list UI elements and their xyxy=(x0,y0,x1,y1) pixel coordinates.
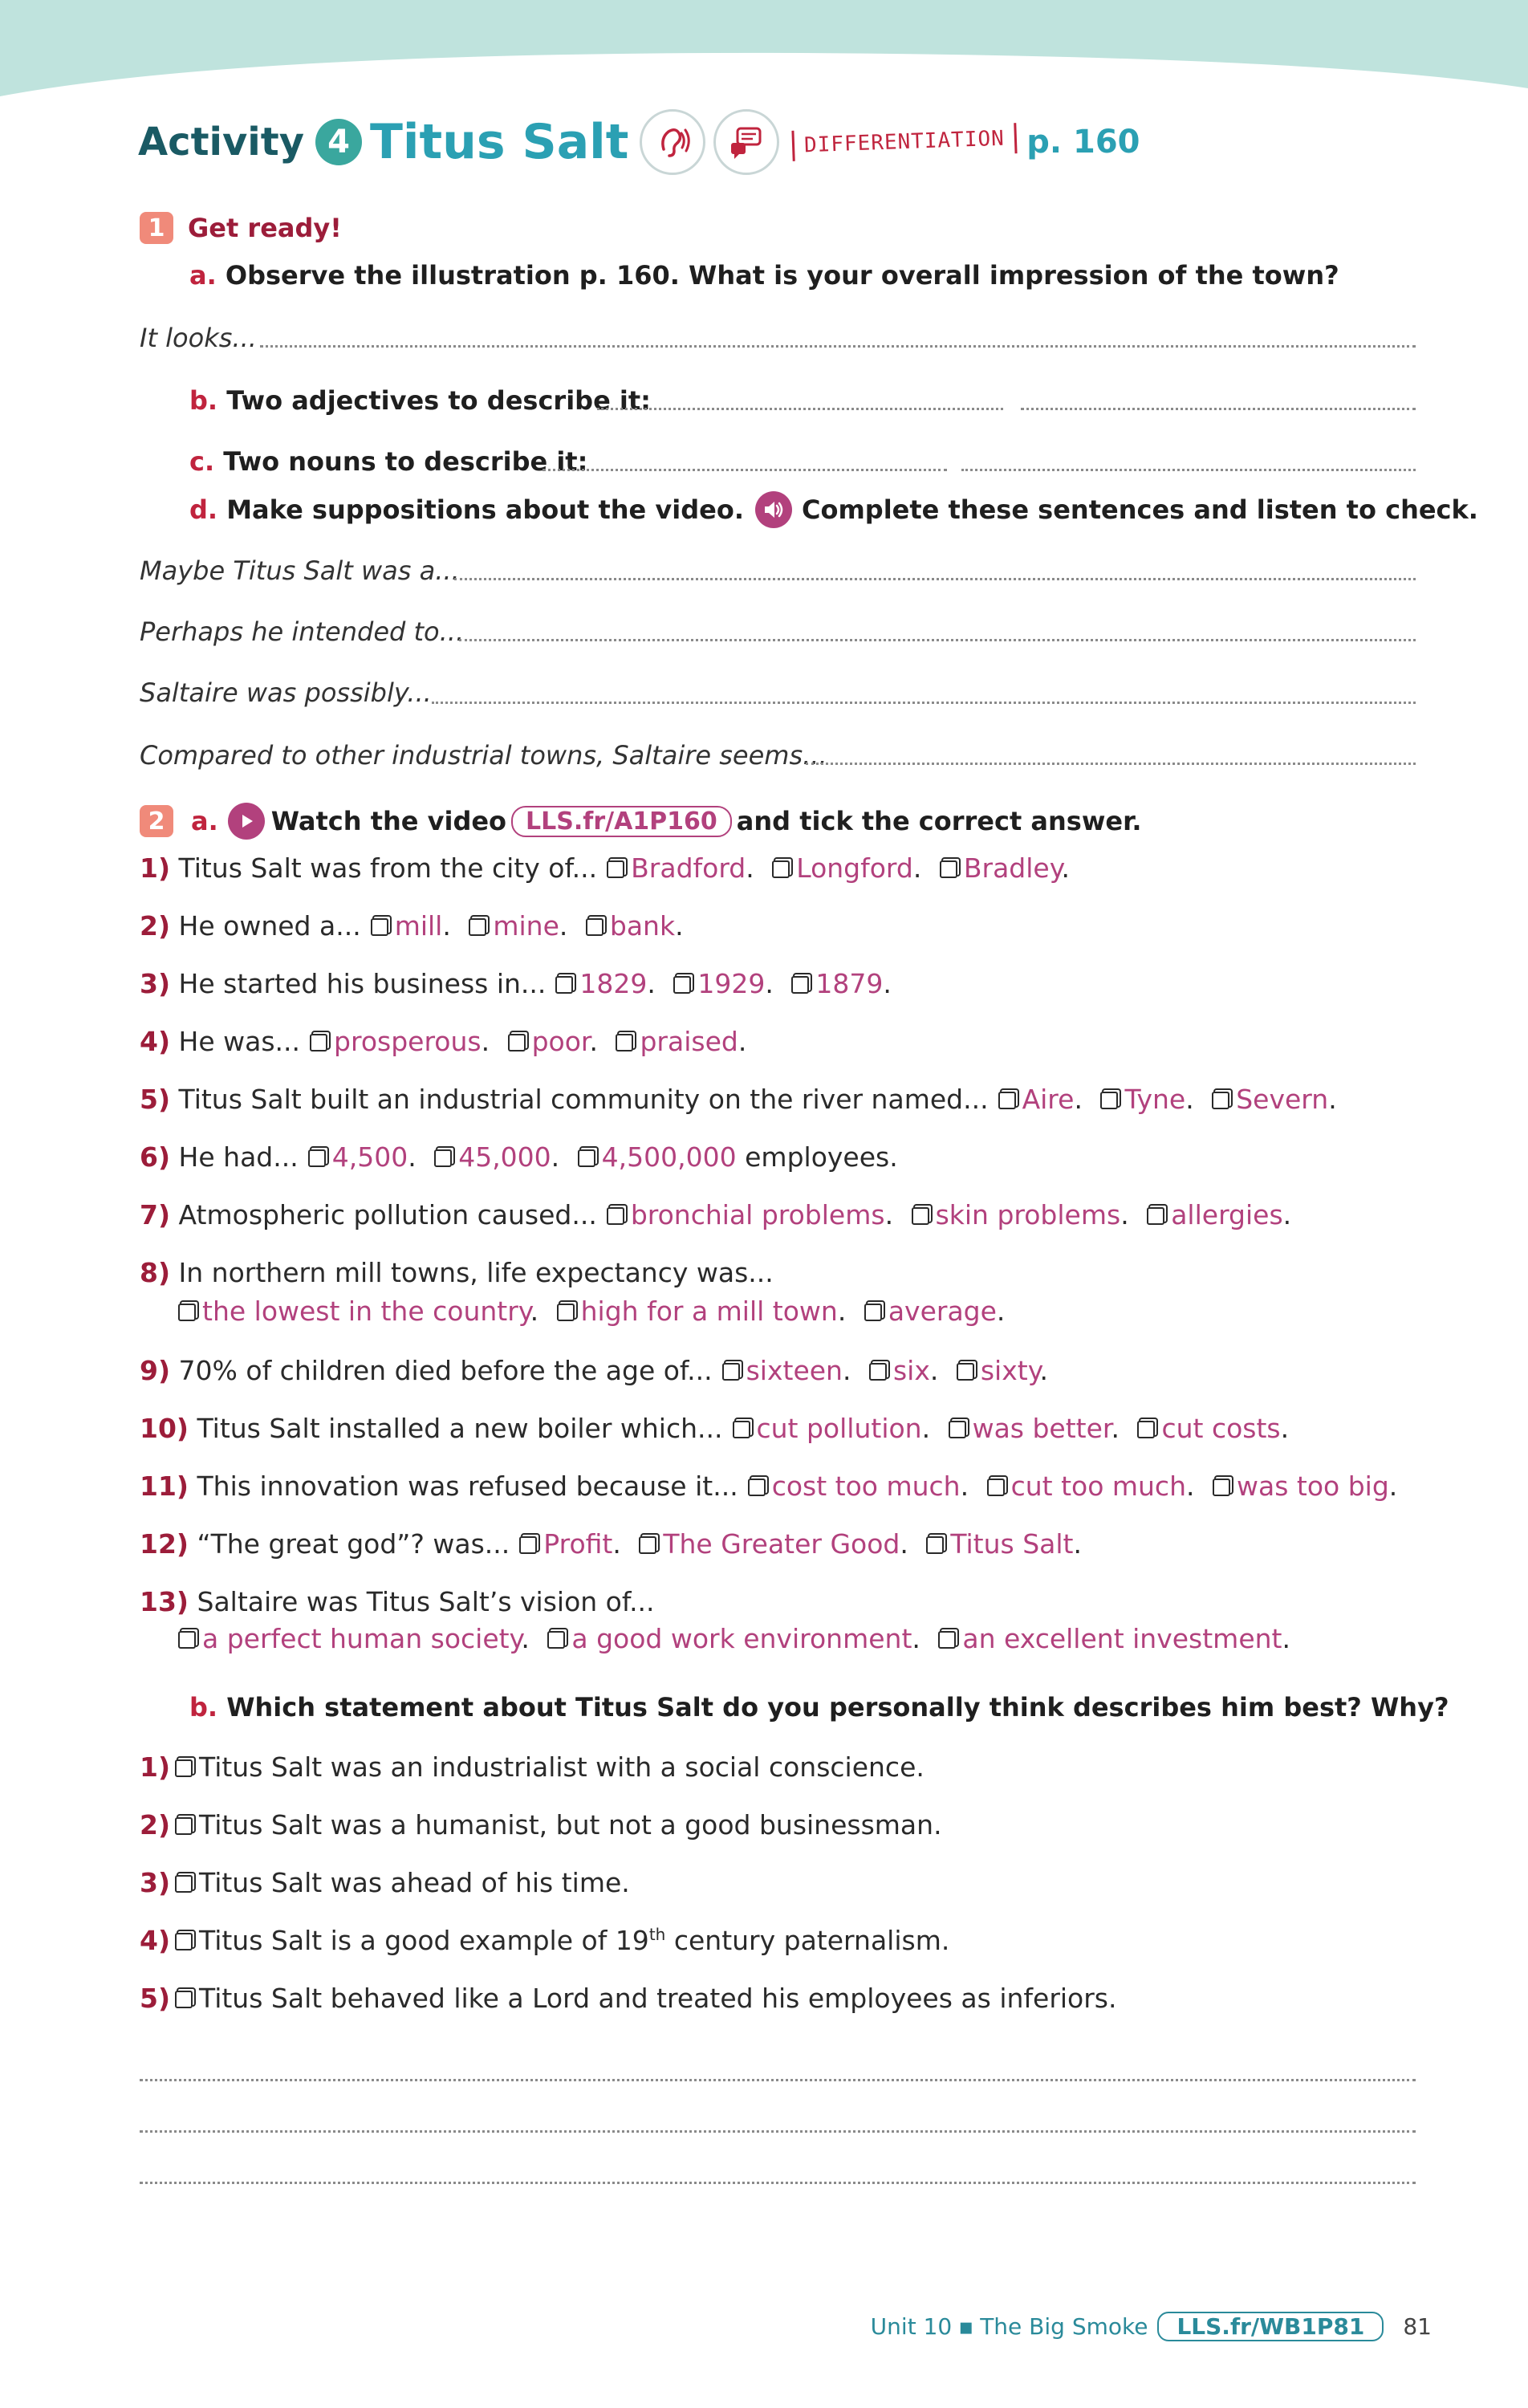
answer-line[interactable] xyxy=(806,763,1416,765)
statement-number: 1) xyxy=(140,1751,171,1783)
question-stem: Saltaire was Titus Salt’s vision of... xyxy=(197,1586,655,1617)
answer-option[interactable]: praised xyxy=(640,1026,738,1057)
answer-line[interactable] xyxy=(432,702,1416,704)
answer-option[interactable]: a perfect human society xyxy=(202,1623,522,1654)
answer-option[interactable]: Aire xyxy=(1022,1084,1075,1115)
question-item: 4) He was... prosperous. poor. praised. xyxy=(140,1026,747,1057)
answer-option[interactable]: average xyxy=(888,1296,997,1327)
answer-checkbox[interactable] xyxy=(178,1631,196,1649)
answer-option[interactable]: a good work environment xyxy=(571,1623,912,1654)
prompt-it-looks: It looks... xyxy=(140,323,257,353)
prompt-perhaps: Perhaps he intended to... xyxy=(140,616,465,647)
answer-checkbox[interactable] xyxy=(926,1536,944,1554)
answer-option[interactable]: The Greater Good xyxy=(663,1528,900,1560)
page-number: 81 xyxy=(1403,2313,1432,2340)
question-stem: In northern mill towns, life expectancy was... xyxy=(178,1257,774,1288)
question-item: 10) Titus Salt installed a new boiler which... cut pollution. was better. cut costs. xyxy=(140,1413,1290,1444)
answer-option[interactable]: bank xyxy=(609,910,676,942)
answer-line[interactable] xyxy=(459,639,1416,641)
activity-title xyxy=(138,106,1140,178)
answer-checkbox[interactable] xyxy=(998,1092,1016,1109)
answer-checkbox[interactable] xyxy=(586,918,603,936)
question-item: 11) This innovation was refused because it... cost too much. cut too much. was too big. xyxy=(140,1470,1398,1502)
question-number: 10) xyxy=(140,1413,189,1444)
statement-number: 4) xyxy=(140,1925,171,1956)
statement-checkbox[interactable] xyxy=(175,1991,193,2008)
answer-checkbox[interactable] xyxy=(1213,1479,1230,1496)
footer-link[interactable]: LLS.fr/WB1P81 xyxy=(1157,2312,1384,2341)
answer-option[interactable]: skin problems xyxy=(935,1199,1121,1230)
answer-checkbox[interactable] xyxy=(519,1536,537,1554)
answer-option[interactable]: sixty xyxy=(980,1355,1040,1386)
question-stem: He was... xyxy=(178,1026,301,1057)
answer-option[interactable]: Titus Salt xyxy=(950,1528,1074,1560)
answer-checkbox[interactable] xyxy=(869,1363,887,1381)
answer-checkbox[interactable] xyxy=(469,918,486,936)
answer-line[interactable] xyxy=(597,408,1003,410)
question-options-line: the lowest in the country. high for a mill town. average. xyxy=(156,1296,1005,1327)
statement-number: 3) xyxy=(140,1867,171,1898)
section-1-badge: 1 xyxy=(140,212,173,244)
question-item: 12) “The great god”? was... Profit. The Greater Good. Titus Salt. xyxy=(140,1528,1082,1560)
question-1b: b. Two adjectives to describe it: xyxy=(189,385,651,416)
speech-bubble-icon xyxy=(713,109,779,175)
answer-checkbox[interactable] xyxy=(547,1631,565,1649)
question-number: 9) xyxy=(140,1355,171,1386)
audio-speaker-icon[interactable] xyxy=(755,491,792,528)
answer-option[interactable]: cut too much xyxy=(1010,1470,1186,1502)
statement-item xyxy=(140,1867,630,1898)
answer-option[interactable]: Tyne xyxy=(1124,1084,1186,1115)
section-2a-header: 2 a. Watch the video LLS.fr/A1P160 and tick the correct answer. xyxy=(140,803,1141,840)
answer-option[interactable]: 1829 xyxy=(579,968,648,999)
answer-checkbox[interactable] xyxy=(1137,1421,1155,1438)
answer-option[interactable]: 4,500,000 xyxy=(601,1141,737,1173)
section-2-badge: 2 xyxy=(140,805,173,837)
question-2b: b. Which statement about Titus Salt do you personally think describes him best? Why? xyxy=(189,1692,1449,1723)
answer-checkbox[interactable] xyxy=(938,1631,956,1649)
question-options-line: a perfect human society. a good work environment. an excellent investment. xyxy=(156,1623,1290,1654)
answer-line[interactable] xyxy=(140,2182,1416,2184)
statement-number: 5) xyxy=(140,1983,171,2014)
activity-name: Titus Salt xyxy=(369,114,629,170)
question-stem: He owned a... xyxy=(178,910,361,942)
activity-label: Activity xyxy=(138,120,304,165)
answer-option[interactable]: poor xyxy=(531,1026,590,1057)
statement-item xyxy=(140,1809,942,1841)
answer-line[interactable] xyxy=(140,2130,1416,2133)
question-stem: 70% of children died before the age of... xyxy=(178,1355,713,1386)
statement-item xyxy=(140,1925,949,1956)
answer-option[interactable]: was too big xyxy=(1237,1470,1389,1502)
answer-option[interactable]: prosperous xyxy=(334,1026,482,1057)
question-stem: Titus Salt installed a new boiler which... xyxy=(197,1413,723,1444)
question-stem: This innovation was refused because it... xyxy=(197,1470,738,1502)
answer-checkbox[interactable] xyxy=(578,1149,595,1167)
answer-option[interactable]: Bradley xyxy=(963,852,1062,884)
answer-option[interactable]: 1929 xyxy=(697,968,766,999)
question-stem: Titus Salt built an industrial community on the river named... xyxy=(178,1084,989,1115)
answer-checkbox[interactable] xyxy=(508,1034,526,1051)
statement-item xyxy=(140,1751,925,1783)
statement-checkbox[interactable] xyxy=(175,1933,193,1950)
answer-option[interactable]: mine xyxy=(493,910,559,942)
answer-checkbox[interactable] xyxy=(607,860,624,878)
question-tail: employees. xyxy=(745,1141,898,1173)
page-footer xyxy=(871,2312,1432,2341)
answer-checkbox[interactable] xyxy=(722,1363,740,1381)
question-1c: c. Two nouns to describe it: xyxy=(189,446,588,477)
answer-option[interactable]: high for a mill town xyxy=(580,1296,838,1327)
question-item: 3) He started his business in... 1829. 1929. 1879. xyxy=(140,968,892,999)
question-number: 1) xyxy=(140,852,171,884)
prompt-maybe: Maybe Titus Salt was a... xyxy=(140,555,460,586)
question-item: 9) 70% of children died before the age of... sixteen. six. sixty. xyxy=(140,1355,1049,1386)
answer-checkbox[interactable] xyxy=(748,1479,766,1496)
answer-option[interactable]: 45,000 xyxy=(458,1141,551,1173)
question-item: 2) He owned a... mill. mine. bank. xyxy=(140,910,684,942)
statement-checkbox[interactable] xyxy=(175,1759,193,1777)
answer-checkbox[interactable] xyxy=(607,1207,624,1225)
question-number: 4) xyxy=(140,1026,171,1057)
question-stem: He had... xyxy=(178,1141,299,1173)
question-number: 12) xyxy=(140,1528,189,1560)
answer-checkbox[interactable] xyxy=(957,1363,974,1381)
answer-checkbox[interactable] xyxy=(733,1421,750,1438)
answer-line[interactable] xyxy=(260,345,1416,348)
answer-checkbox[interactable] xyxy=(949,1421,966,1438)
answer-checkbox[interactable] xyxy=(555,976,573,994)
statement-text: Titus Salt was ahead of his time. xyxy=(199,1867,630,1898)
statement-text: Titus Salt behaved like a Lord and treated his employees as inferiors. xyxy=(199,1983,1117,2014)
statement-text: Titus Salt was an industrialist with a social conscience. xyxy=(199,1751,925,1783)
question-item: 1) Titus Salt was from the city of... Bradford. Longford. Bradley. xyxy=(140,852,1071,884)
answer-checkbox[interactable] xyxy=(864,1304,882,1321)
question-item: 7) Atmospheric pollution caused... bronchial problems. skin problems. allergies. xyxy=(140,1199,1292,1230)
statement-number: 2) xyxy=(140,1809,171,1841)
answer-option[interactable]: was better xyxy=(972,1413,1111,1444)
page-reference[interactable]: p. 160 xyxy=(1026,124,1140,161)
answer-checkbox[interactable] xyxy=(178,1304,196,1321)
footer-separator: ▪ xyxy=(958,2313,974,2340)
answer-line[interactable] xyxy=(140,2079,1416,2081)
answer-checkbox[interactable] xyxy=(940,860,957,878)
ordinal-suffix: th xyxy=(648,1925,666,1944)
answer-checkbox[interactable] xyxy=(1100,1092,1118,1109)
answer-option[interactable]: an excellent investment xyxy=(962,1623,1282,1654)
answer-checkbox[interactable] xyxy=(310,1034,327,1051)
statement-text: Titus Salt was a humanist, but not a good businessman. xyxy=(199,1809,942,1841)
answer-checkbox[interactable] xyxy=(912,1207,929,1225)
question-stem: He started his business in... xyxy=(178,968,547,999)
answer-option[interactable]: 1879 xyxy=(815,968,884,999)
question-number: 7) xyxy=(140,1199,171,1230)
footer-title: The Big Smoke xyxy=(980,2313,1148,2340)
video-link[interactable]: LLS.fr/A1P160 xyxy=(511,806,732,837)
activity-number-badge: 4 xyxy=(315,119,362,165)
answer-checkbox[interactable] xyxy=(434,1149,452,1167)
question-number: 8) xyxy=(140,1257,171,1288)
answer-checkbox[interactable] xyxy=(1212,1092,1229,1109)
answer-checkbox[interactable] xyxy=(1147,1207,1164,1225)
answer-checkbox[interactable] xyxy=(639,1536,656,1554)
question-1a: a. Observe the illustration p. 160. What is your overall impression of the town? xyxy=(189,260,1339,291)
question-stem: Atmospheric pollution caused... xyxy=(178,1199,597,1230)
answer-line[interactable] xyxy=(961,469,1416,471)
answer-option[interactable]: Severn xyxy=(1236,1084,1329,1115)
question-item xyxy=(140,1586,655,1617)
answer-option[interactable]: bronchial problems xyxy=(630,1199,885,1230)
answer-checkbox[interactable] xyxy=(987,1479,1005,1496)
statement-checkbox[interactable] xyxy=(175,1817,193,1835)
statement-item xyxy=(140,1983,1117,2014)
differentiation-tag: DIFFERENTIATION xyxy=(792,123,1018,161)
answer-checkbox[interactable] xyxy=(772,860,790,878)
statement-text-end: century paternalism. xyxy=(665,1925,950,1956)
answer-checkbox[interactable] xyxy=(371,918,388,936)
question-number: 5) xyxy=(140,1084,171,1115)
section-1-header xyxy=(140,212,342,244)
answer-option[interactable]: sixteen xyxy=(746,1355,843,1386)
answer-option[interactable]: six xyxy=(892,1355,930,1386)
question-stem: Titus Salt was from the city of... xyxy=(178,852,598,884)
answer-option[interactable]: Longford xyxy=(796,852,913,884)
question-number: 6) xyxy=(140,1141,171,1173)
prompt-saltaire: Saltaire was possibly... xyxy=(140,677,432,708)
question-number: 11) xyxy=(140,1470,189,1502)
answer-option[interactable]: mill xyxy=(394,910,443,942)
answer-option[interactable]: allergies xyxy=(1171,1199,1283,1230)
answer-checkbox[interactable] xyxy=(673,976,691,994)
question-stem: “The great god”? was... xyxy=(197,1528,510,1560)
footer-unit: Unit 10 xyxy=(870,2313,953,2340)
answer-checkbox[interactable] xyxy=(791,976,809,994)
answer-option[interactable]: Bradford xyxy=(631,852,746,884)
question-1d: d. Make suppositions about the video. Complete these sentences and listen to check. xyxy=(189,491,1478,528)
answer-option[interactable]: cut costs xyxy=(1161,1413,1281,1444)
question-number: 3) xyxy=(140,968,171,999)
question-item: 6) He had... 4,500. 45,000. 4,500,000 employees. xyxy=(140,1141,898,1173)
answer-line[interactable] xyxy=(454,578,1416,580)
video-play-icon[interactable] xyxy=(228,803,265,840)
answer-option[interactable]: cut pollution xyxy=(756,1413,922,1444)
question-number: 2) xyxy=(140,910,171,942)
answer-checkbox[interactable] xyxy=(557,1304,575,1321)
question-item: 5) Titus Salt built an industrial community on the river named... Aire. Tyne. Severn. xyxy=(140,1084,1337,1115)
answer-checkbox[interactable] xyxy=(308,1149,326,1167)
section-1-heading: Get ready! xyxy=(188,213,342,243)
statement-checkbox[interactable] xyxy=(175,1875,193,1893)
question-number: 13) xyxy=(140,1586,189,1617)
statement-text: Titus Salt is a good example of 19 xyxy=(199,1925,649,1956)
answer-option[interactable]: cost too much xyxy=(771,1470,961,1502)
header-band xyxy=(0,0,1528,104)
question-item xyxy=(140,1257,774,1288)
prompt-compared: Compared to other industrial towns, Saltaire seems... xyxy=(140,740,827,771)
answer-line[interactable] xyxy=(1021,408,1416,410)
answer-checkbox[interactable] xyxy=(616,1034,633,1051)
answer-line[interactable] xyxy=(543,469,947,471)
listening-ear-icon xyxy=(640,109,705,175)
answer-option[interactable]: Profit xyxy=(543,1528,613,1560)
answer-option[interactable]: 4,500 xyxy=(331,1141,408,1173)
answer-option[interactable]: the lowest in the country xyxy=(202,1296,530,1327)
